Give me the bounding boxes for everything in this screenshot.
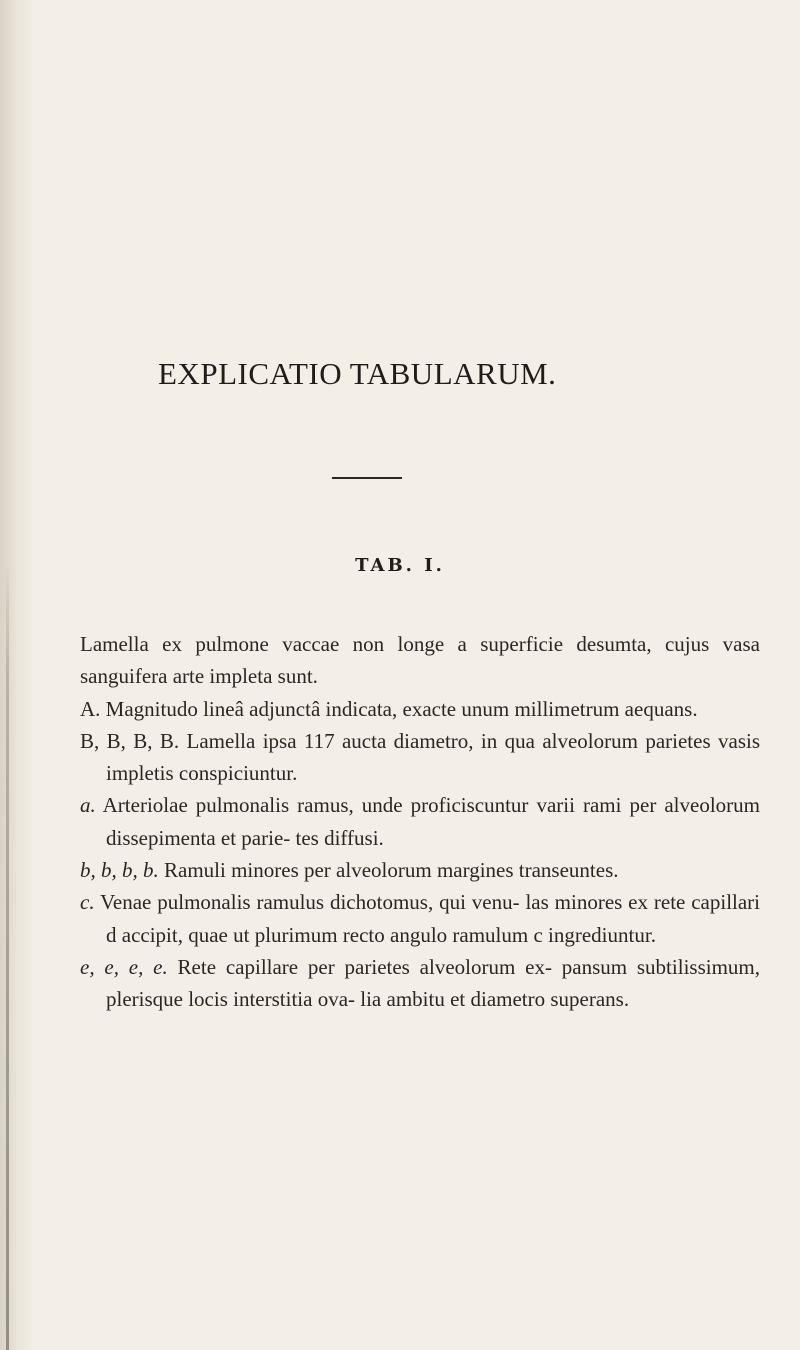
page-edge-line (6, 560, 9, 1350)
entry-a-upper (80, 693, 760, 725)
entry-e-lower (80, 951, 760, 1016)
entry-label: b, b, b, b. (80, 858, 159, 883)
entry-label: a. (80, 793, 96, 818)
entry-label: c. (80, 890, 95, 915)
explanation-body (80, 628, 760, 1016)
entry-text: Rete capillare per parietes alveolorum ex- pansum subtilissimum, plerisque locis interstitia ova- lia ambitu et diametro superans. (106, 954, 760, 1012)
entry-c-lower (80, 886, 760, 951)
entry-text: Ramuli minores per alveolorum margines transeuntes. (164, 858, 619, 883)
entry-b-lower (80, 854, 760, 886)
entry-label: A. (80, 696, 101, 721)
entry-text: Arteriolae pulmonalis ramus, unde proficiscuntur varii rami per alveolorum dissepimenta et parie- tes diffusi. (102, 793, 761, 850)
entry-a-lower (80, 789, 760, 854)
entry-intro-text: Lamella ex pulmone vaccae non longe a superficie desumta, cujus vasa sanguifera arte impleta sunt. (80, 632, 760, 689)
page-title: EXPLICATIO TABULARUM. (158, 356, 557, 391)
entry-label: B, B, B, B. (80, 728, 180, 753)
entry-label: e, e, e, e. (80, 954, 168, 979)
plate-heading: TAB. I. (355, 555, 445, 576)
entry-text: Magnitudo lineâ adjunctâ indicata, exacte unum millimetrum aequans. (105, 696, 698, 721)
entry-text: Lamella ipsa 117 aucta diametro, in qua alveolorum parietes vasis impletis conspiciuntur. (106, 728, 761, 786)
entry-b-upper (80, 725, 760, 790)
entry-text: Venae pulmonalis ramulus dichotomus, qui venu- las minores ex rete capillari d accipit, quae ut plurimum recto angulo ramulum c ingrediuntur. (100, 890, 761, 947)
title-divider (332, 477, 402, 479)
entry-intro (80, 628, 760, 693)
